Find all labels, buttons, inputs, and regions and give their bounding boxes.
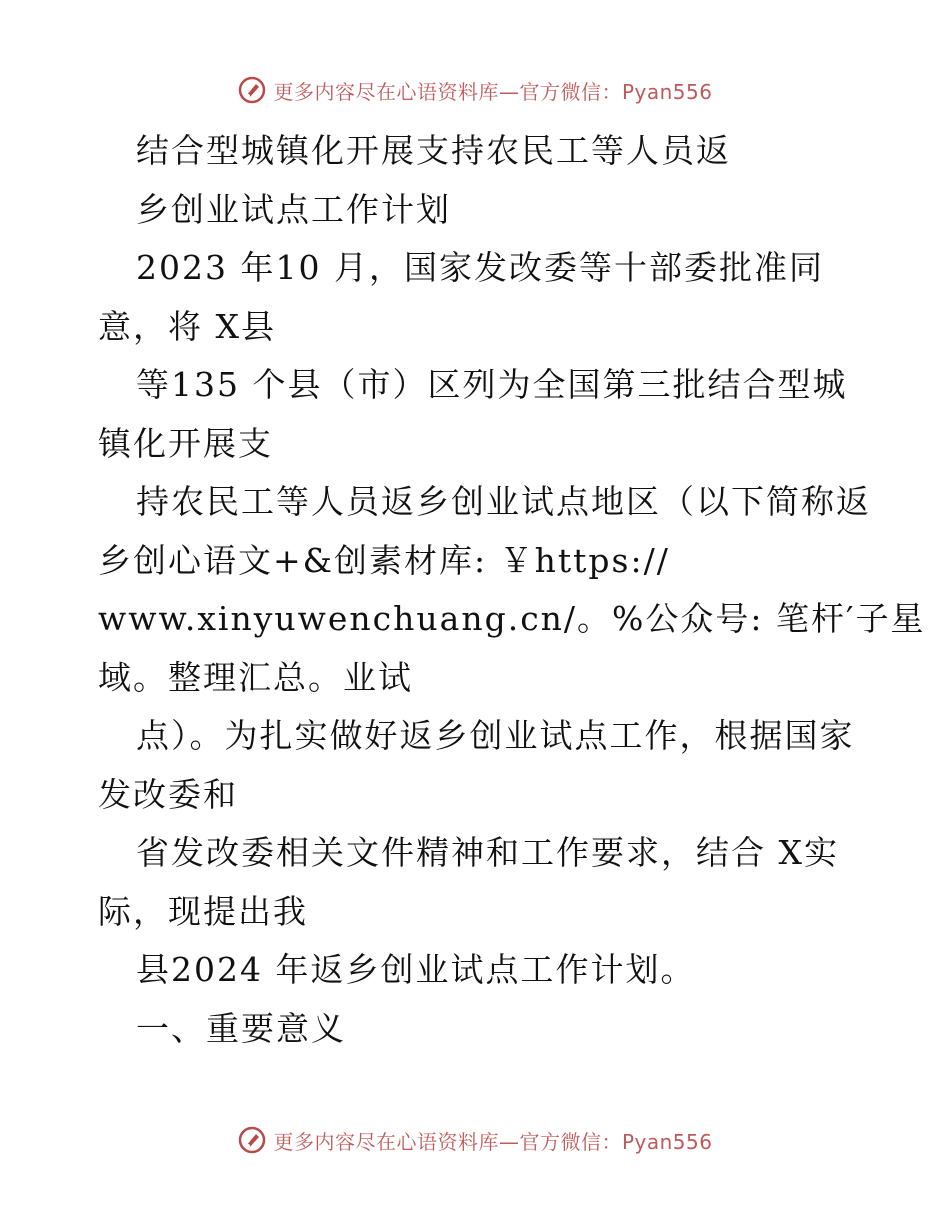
doc-line: 县2024 年返乡创业试点工作计划。	[136, 950, 696, 989]
doc-line: 乡创业试点工作计划	[136, 189, 451, 229]
doc-line: 省发改委相关文件精神和工作要求，结合 X实	[136, 833, 839, 872]
doc-line: 发改委和	[98, 774, 238, 814]
doc-line: 2023 年10 月，国家发改委等十部委批准同	[136, 248, 824, 287]
doc-line: 域。整理汇总。业试	[98, 657, 413, 697]
doc-line: 结合型城镇化开展支持农民工等人员返	[136, 131, 731, 170]
pen-nib-icon	[237, 1125, 267, 1155]
doc-line: 镇化开展支	[98, 423, 273, 463]
doc-line: 际，现提出我	[98, 891, 308, 931]
doc-line: 点）。为扎实做好返乡创业试点工作，根据国家	[136, 716, 855, 755]
doc-line: 持农民工等人员返乡创业试点地区（以下简称返	[136, 482, 871, 521]
doc-line: www.xinyuwenchuang.cn/。%公众号: 笔杆′子星	[98, 599, 926, 638]
doc-line: 意，将 X县	[98, 306, 276, 346]
section-heading: 一、重要意义	[136, 1008, 346, 1048]
doc-line: 乡创心语文+&创素材库: ￥https://	[98, 540, 670, 580]
footer-watermark	[0, 1122, 950, 1158]
doc-line: 等135 个县（市）区列为全国第三批结合型城	[136, 365, 848, 404]
watermark-text: 更多内容尽在心语资料库—官方微信：Pyan556	[273, 79, 713, 104]
header-watermark	[0, 72, 950, 108]
watermark-text: 更多内容尽在心语资料库—官方微信：Pyan556	[273, 1129, 713, 1154]
pen-nib-icon	[237, 75, 267, 105]
document-body	[98, 122, 926, 1058]
